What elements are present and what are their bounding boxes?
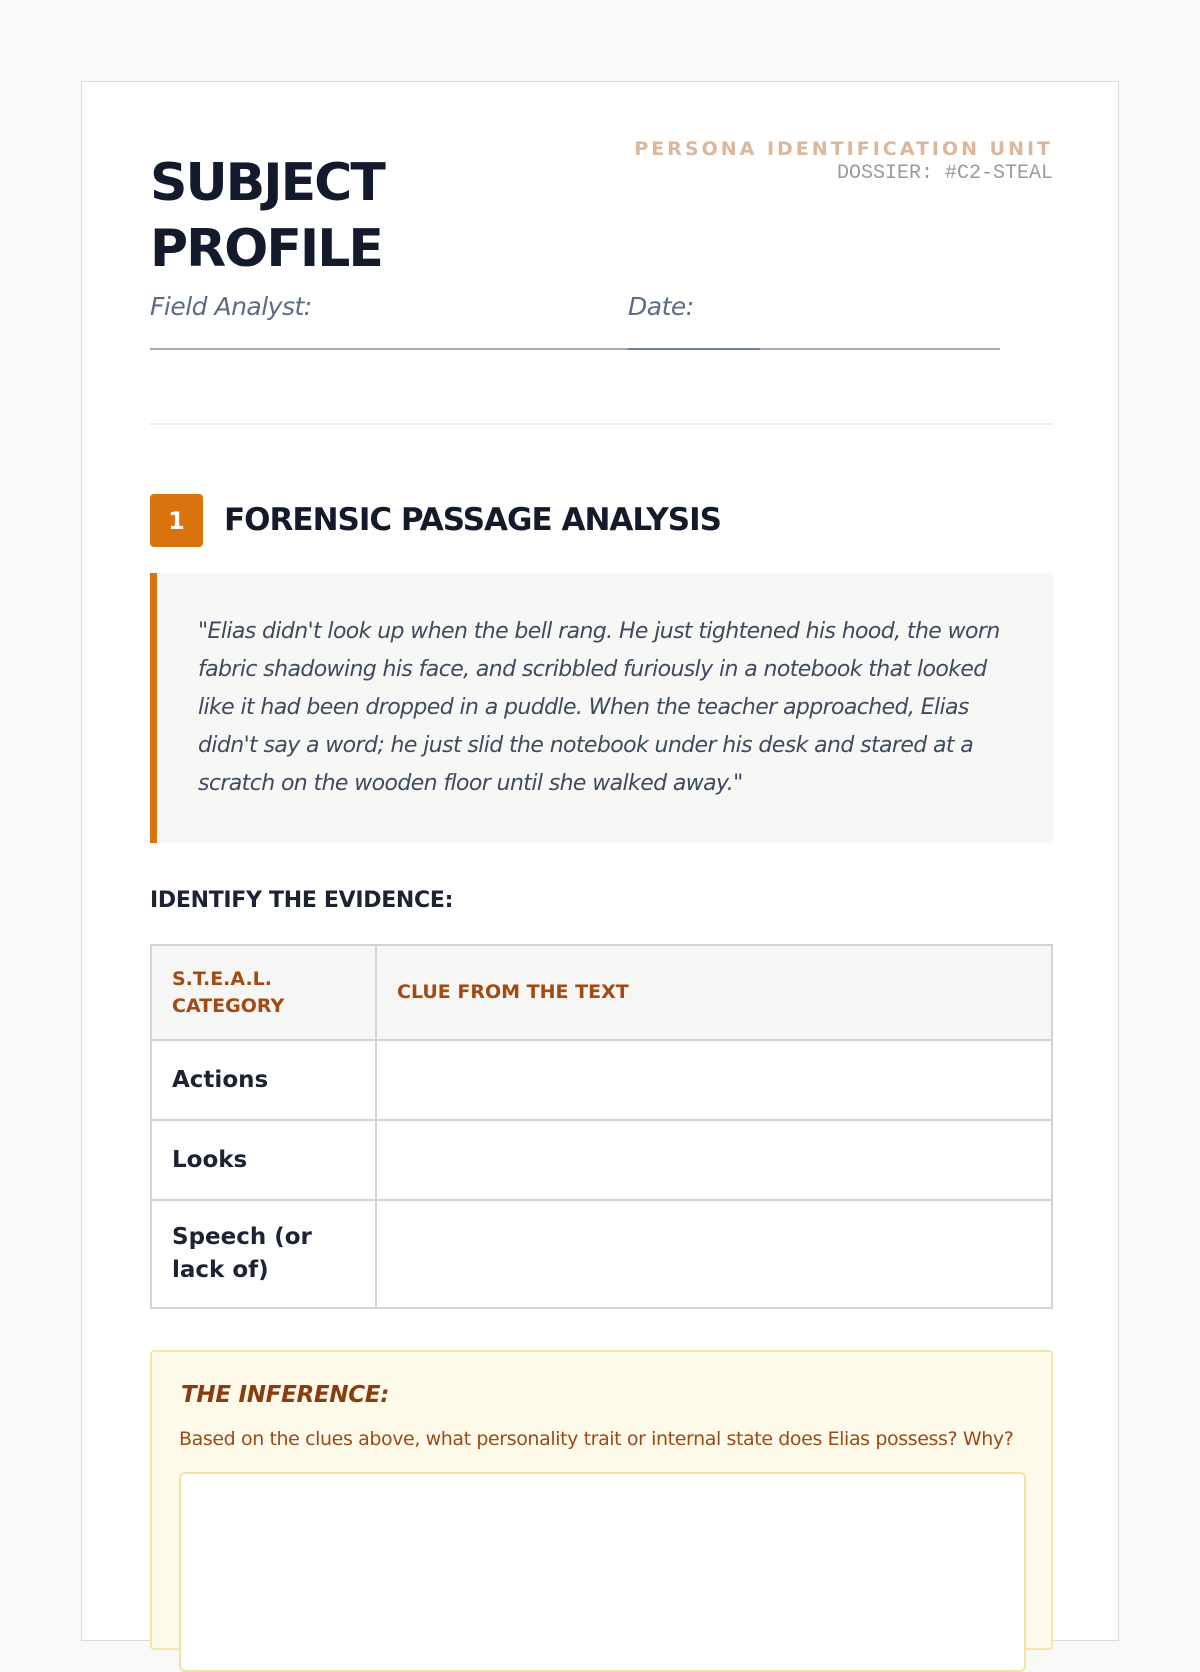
date-blank[interactable] (760, 348, 1000, 350)
inference-box (150, 1350, 1053, 1650)
clue-cell[interactable] (376, 1040, 1052, 1120)
evidence-table (150, 944, 1053, 1309)
table-header-category: S.T.E.A.L. CATEGORY (151, 945, 376, 1040)
field-analyst-label: Field Analyst: (150, 292, 312, 321)
table-header-row (151, 945, 1052, 1040)
table-row (151, 1040, 1052, 1120)
dossier-id: DOSSIER: #C2-STEAL (836, 162, 1053, 185)
passage-text: "Elias didn't look up when the bell rang. He just tightened his hood, the worn fabric shadowing his face, and scribbled furiously in a notebook that looked like it had been dropped in a puddle. When the teacher approached, Elias didn't say a word; he just slid the notebook under his desk and stared at a scratch on the wooden floor until she walked away." (198, 619, 1000, 796)
inference-answer-field[interactable] (179, 1472, 1026, 1672)
table-header-clue: CLUE FROM THE TEXT (376, 945, 1052, 1040)
date-label: Date: (628, 292, 694, 321)
date-blank-highlight[interactable] (628, 348, 760, 350)
table-row (151, 1200, 1052, 1308)
category-cell: Actions (151, 1040, 376, 1120)
title-line-1: SUBJECT (150, 153, 384, 213)
category-cell: Speech (or lack of) (151, 1200, 376, 1308)
evidence-label: IDENTIFY THE EVIDENCE: (150, 888, 454, 913)
field-analyst-blank[interactable] (150, 348, 628, 350)
category-cell: Looks (151, 1120, 376, 1200)
clue-cell[interactable] (376, 1120, 1052, 1200)
passage-block (150, 573, 1053, 843)
header-divider (150, 423, 1053, 425)
table-row (151, 1120, 1052, 1200)
inference-prompt: Based on the clues above, what personality trait or internal state does Elias possess? Why? (179, 1428, 1014, 1450)
page-title (150, 150, 384, 282)
clue-cell[interactable] (376, 1200, 1052, 1308)
unit-label: PERSONA IDENTIFICATION UNIT (634, 138, 1053, 160)
title-line-2: PROFILE (150, 219, 382, 279)
section-title: FORENSIC PASSAGE ANALYSIS (224, 502, 721, 538)
section-number-badge: 1 (150, 494, 203, 547)
inference-title: THE INFERENCE: (181, 1382, 390, 1408)
worksheet-page (81, 81, 1119, 1641)
